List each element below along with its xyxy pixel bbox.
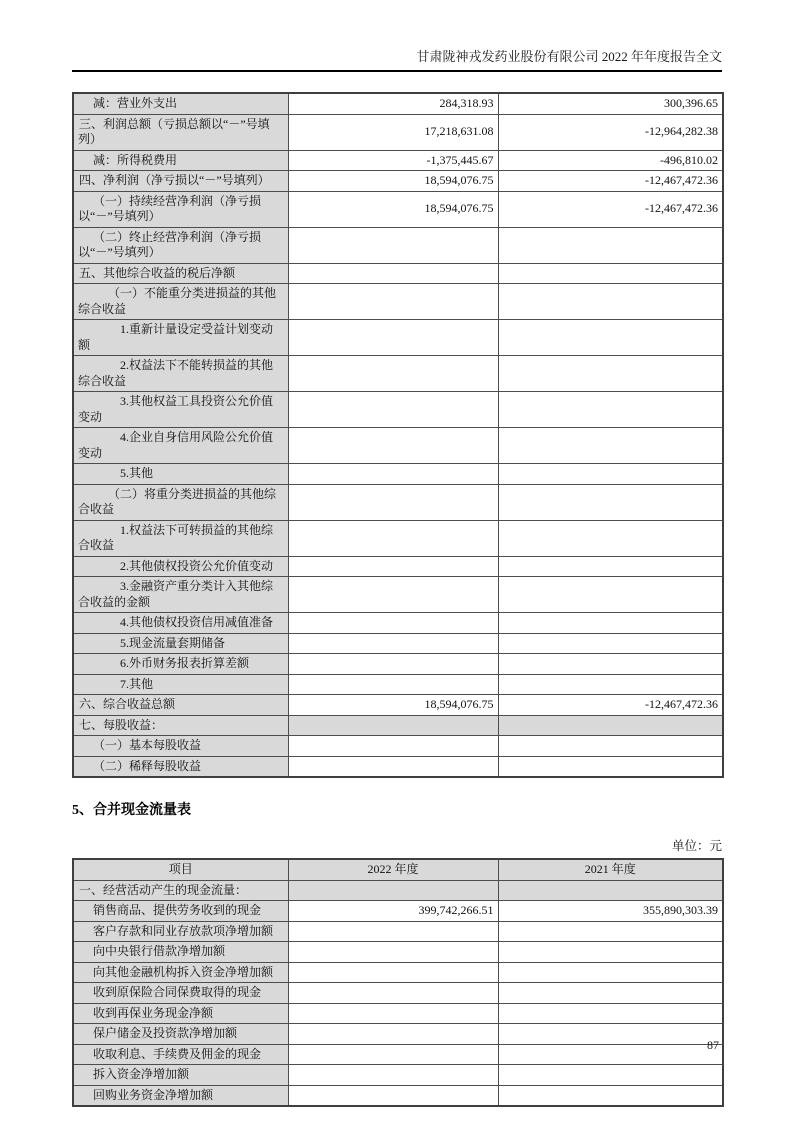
- value-2021: [498, 880, 723, 901]
- table-row: [73, 428, 723, 464]
- value-2022: [288, 1044, 498, 1065]
- row-label: 客户存款和同业存放款项净增加额: [73, 921, 288, 942]
- row-label: 保户储金及投资款净增加额: [73, 1024, 288, 1045]
- table-row: [73, 392, 723, 428]
- row-label: 4.企业自身信用风险公允价值变动: [73, 428, 288, 464]
- table-row: [73, 756, 723, 777]
- value-2022: [288, 227, 498, 263]
- row-label: （一）不能重分类进损益的其他综合收益: [73, 284, 288, 320]
- value-2022: [288, 921, 498, 942]
- value-2021: [498, 263, 723, 284]
- value-2021: [498, 715, 723, 736]
- value-2022: -1,375,445.67: [288, 150, 498, 171]
- value-2022: [288, 464, 498, 485]
- table-row: [73, 901, 723, 922]
- value-2022: [288, 633, 498, 654]
- table-row: [73, 227, 723, 263]
- value-2022: [288, 320, 498, 356]
- value-2022: [288, 1003, 498, 1024]
- value-2021: [498, 1044, 723, 1065]
- row-label: 1.重新计量设定受益计划变动额: [73, 320, 288, 356]
- row-label: 3.其他权益工具投资公允价值变动: [73, 392, 288, 428]
- row-label: 收取利息、手续费及佣金的现金: [73, 1044, 288, 1065]
- value-2021: [498, 356, 723, 392]
- page-number: 87: [707, 1038, 719, 1052]
- row-label: （一）持续经营净利润（净亏损以“－”号填列）: [73, 191, 288, 227]
- value-2022: [288, 484, 498, 520]
- section-title-cashflow: 5、合并现金流量表: [72, 803, 191, 818]
- table-row: [73, 577, 723, 613]
- value-2022: 17,218,631.08: [288, 114, 498, 150]
- table-row: [73, 921, 723, 942]
- value-2021: 355,890,303.39: [498, 901, 723, 922]
- value-2021: [498, 942, 723, 963]
- value-2021: -12,467,472.36: [498, 695, 723, 716]
- value-2022: 284,318.93: [288, 93, 498, 114]
- value-2022: 18,594,076.75: [288, 171, 498, 192]
- value-2021: [498, 1065, 723, 1086]
- value-2022: [288, 674, 498, 695]
- column-header: 项目: [73, 859, 288, 880]
- row-label: 4.其他债权投资信用减值准备: [73, 613, 288, 634]
- table-row: [73, 464, 723, 485]
- row-label: 5.其他: [73, 464, 288, 485]
- value-2022: [288, 715, 498, 736]
- income-statement-table: [72, 92, 724, 778]
- value-2021: -496,810.02: [498, 150, 723, 171]
- table-row: [73, 284, 723, 320]
- value-2022: [288, 1024, 498, 1045]
- table-row: [73, 356, 723, 392]
- table-row: [73, 633, 723, 654]
- table-row: [73, 942, 723, 963]
- table-row: [73, 613, 723, 634]
- value-2021: [498, 633, 723, 654]
- table-row: [73, 674, 723, 695]
- value-2021: [498, 654, 723, 675]
- value-2021: [498, 577, 723, 613]
- row-label: （二）将重分类进损益的其他综合收益: [73, 484, 288, 520]
- value-2022: [288, 356, 498, 392]
- value-2022: [288, 613, 498, 634]
- value-2021: [498, 921, 723, 942]
- value-2021: [498, 983, 723, 1004]
- table-row: [73, 1044, 723, 1065]
- value-2022: [288, 962, 498, 983]
- value-2021: [498, 962, 723, 983]
- table-row: [73, 695, 723, 716]
- table-row: [73, 654, 723, 675]
- table-row: [73, 114, 723, 150]
- value-2021: -12,964,282.38: [498, 114, 723, 150]
- value-2021: [498, 227, 723, 263]
- row-label: 七、每股收益：: [73, 715, 288, 736]
- value-2021: [498, 1003, 723, 1024]
- table-row: [73, 191, 723, 227]
- table-row: [73, 93, 723, 114]
- value-2021: [498, 520, 723, 556]
- table-row: [73, 484, 723, 520]
- row-label: 2.其他债权投资公允价值变动: [73, 556, 288, 577]
- value-2022: [288, 577, 498, 613]
- cashflow-table-head: [73, 859, 723, 880]
- row-label: 拆入资金净增加额: [73, 1065, 288, 1086]
- unit-label: 单位：元: [671, 839, 722, 853]
- row-label: 五、其他综合收益的税后净额: [73, 263, 288, 284]
- table-row: [73, 962, 723, 983]
- table-row: [73, 983, 723, 1004]
- table-row: [73, 1085, 723, 1106]
- value-2022: [288, 983, 498, 1004]
- value-2021: [498, 428, 723, 464]
- value-2022: 399,742,266.51: [288, 901, 498, 922]
- value-2022: [288, 263, 498, 284]
- value-2022: [288, 392, 498, 428]
- value-2021: 300,396.65: [498, 93, 723, 114]
- row-label: 6.外币财务报表折算差额: [73, 654, 288, 675]
- value-2021: [498, 392, 723, 428]
- value-2021: [498, 1085, 723, 1106]
- table-row: [73, 715, 723, 736]
- row-label: 四、净利润（净亏损以“－”号填列）: [73, 171, 288, 192]
- table-row: [73, 1024, 723, 1045]
- cashflow-table-body: [73, 880, 723, 1106]
- value-2022: [288, 880, 498, 901]
- value-2022: [288, 942, 498, 963]
- value-2022: 18,594,076.75: [288, 695, 498, 716]
- value-2022: [288, 428, 498, 464]
- value-2022: [288, 556, 498, 577]
- value-2022: 18,594,076.75: [288, 191, 498, 227]
- row-label: 一、经营活动产生的现金流量：: [73, 880, 288, 901]
- value-2021: [498, 674, 723, 695]
- value-2021: [498, 320, 723, 356]
- value-2021: [498, 556, 723, 577]
- value-2021: -12,467,472.36: [498, 191, 723, 227]
- value-2022: [288, 756, 498, 777]
- table-row: [73, 171, 723, 192]
- row-label: 六、综合收益总额: [73, 695, 288, 716]
- income-statement-body: [73, 93, 723, 777]
- value-2021: [498, 464, 723, 485]
- row-label: （一）基本每股收益: [73, 736, 288, 757]
- row-label: 2.权益法下不能转损益的其他综合收益: [73, 356, 288, 392]
- value-2021: [498, 284, 723, 320]
- row-label: （二）稀释每股收益: [73, 756, 288, 777]
- row-label: 1.权益法下可转损益的其他综合收益: [73, 520, 288, 556]
- row-label: 销售商品、提供劳务收到的现金: [73, 901, 288, 922]
- value-2022: [288, 284, 498, 320]
- table-header-row: [73, 859, 723, 880]
- table-row: [73, 880, 723, 901]
- page-header: [72, 48, 722, 72]
- value-2022: [288, 1085, 498, 1106]
- value-2021: -12,467,472.36: [498, 171, 723, 192]
- value-2022: [288, 1065, 498, 1086]
- row-label: 三、利润总额（亏损总额以“－”号填列）: [73, 114, 288, 150]
- column-header: 2021 年度: [498, 859, 723, 880]
- column-header: 2022 年度: [288, 859, 498, 880]
- table-row: [73, 150, 723, 171]
- row-label: （二）终止经营净利润（净亏损以“－”号填列）: [73, 227, 288, 263]
- table-row: [73, 263, 723, 284]
- row-label: 5.现金流量套期储备: [73, 633, 288, 654]
- row-label: 减：所得税费用: [73, 150, 288, 171]
- row-label: 向其他金融机构拆入资金净增加额: [73, 962, 288, 983]
- value-2021: [498, 1024, 723, 1045]
- table-row: [73, 520, 723, 556]
- row-label: 减：营业外支出: [73, 93, 288, 114]
- table-row: [73, 320, 723, 356]
- value-2021: [498, 613, 723, 634]
- row-label: 收到原保险合同保费取得的现金: [73, 983, 288, 1004]
- value-2022: [288, 736, 498, 757]
- report-title: 甘肃陇神戎发药业股份有限公司 2022 年年度报告全文: [416, 49, 722, 64]
- row-label: 收到再保业务现金净额: [73, 1003, 288, 1024]
- table-row: [73, 736, 723, 757]
- value-2022: [288, 654, 498, 675]
- value-2021: [498, 756, 723, 777]
- table-row: [73, 1065, 723, 1086]
- value-2021: [498, 484, 723, 520]
- cashflow-table: [72, 858, 724, 1107]
- table-row: [73, 556, 723, 577]
- row-label: 回购业务资金净增加额: [73, 1085, 288, 1106]
- row-label: 7.其他: [73, 674, 288, 695]
- row-label: 3.金融资产重分类计入其他综合收益的金额: [73, 577, 288, 613]
- value-2021: [498, 736, 723, 757]
- table-row: [73, 1003, 723, 1024]
- value-2022: [288, 520, 498, 556]
- row-label: 向中央银行借款净增加额: [73, 942, 288, 963]
